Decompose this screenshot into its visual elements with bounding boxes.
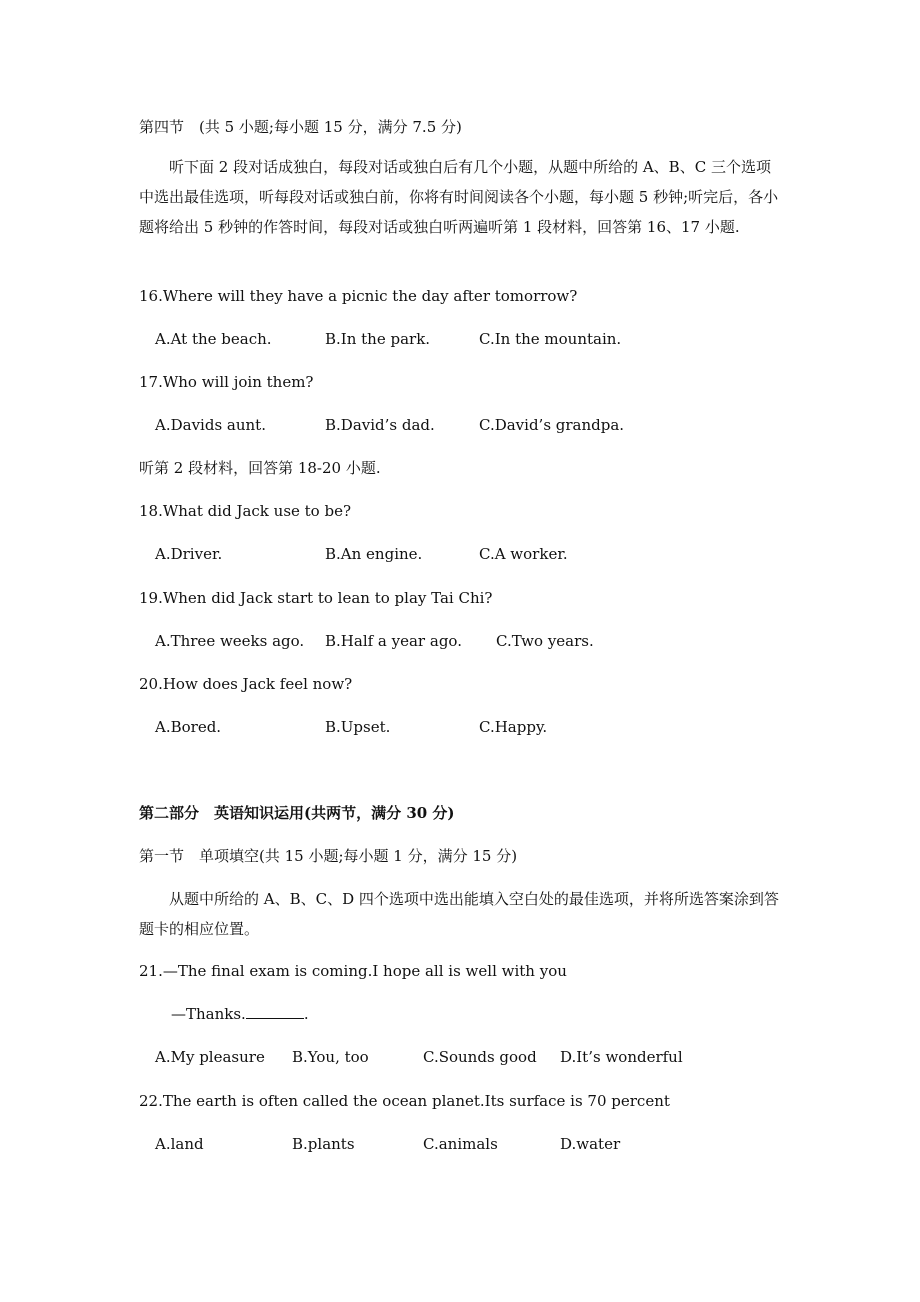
- question-20-option-a[interactable]: A.Bored.: [155, 718, 222, 736]
- question-16-option-a[interactable]: A.At the beach.: [155, 330, 272, 348]
- question-21-option-b[interactable]: B.You, too: [292, 1048, 369, 1066]
- question-16-option-b[interactable]: B.In the park.: [325, 330, 431, 348]
- question-22-option-c[interactable]: C.animals: [423, 1135, 498, 1153]
- part2-heading: 第二部分 英语知识运用(共两节，满分 30 分): [139, 804, 455, 822]
- question-21-option-c[interactable]: C.Sounds good: [423, 1048, 537, 1066]
- question-18-option-b[interactable]: B.An engine.: [325, 545, 423, 563]
- section4-instructions: 听下面 2 段对话成独白，每段对话或独白后有几个小题，从题中所给的 A、B、C 三个选项中选出最佳选项，听每段对话或独白前，你将有时间阅读各个小题，每小题 5 秒钟;听完后，各小题将给出 5 秒钟的作答时间，每段对话或独白听两遍听第 1 段材料，回答第 16、17 小题.: [139, 158, 779, 236]
- question-19-stem: 19.When did Jack start to lean to play Tai Chi?: [139, 589, 493, 607]
- question-19-option-a[interactable]: A.Three weeks ago.: [155, 632, 305, 650]
- question-22-option-b[interactable]: B.plants: [292, 1135, 355, 1153]
- question-22-stem: 22.The earth is often called the ocean planet.Its surface is 70 percent: [139, 1092, 670, 1110]
- question-21-stem: 21.—The final exam is coming.I hope all is well with you: [139, 962, 567, 980]
- question-21-option-a[interactable]: A.My pleasure: [155, 1048, 265, 1066]
- question-18-stem: 18.What did Jack use to be?: [139, 502, 352, 520]
- question-21-reply-prefix: —Thanks.: [171, 1005, 246, 1023]
- material2-note: 听第 2 段材料，回答第 18-20 小题.: [139, 459, 381, 477]
- question-21-reply: [171, 1003, 309, 1025]
- question-17-option-b[interactable]: B.David’s dad.: [325, 416, 435, 434]
- question-18-option-c[interactable]: C.A worker.: [479, 545, 568, 563]
- question-17-option-c[interactable]: C.David’s grandpa.: [479, 416, 625, 434]
- part2-section1-heading: 第一节 单项填空(共 15 小题;每小题 1 分，满分 15 分): [139, 847, 518, 865]
- question-20-stem: 20.How does Jack feel now?: [139, 675, 353, 693]
- question-18-option-a[interactable]: A.Driver.: [155, 545, 223, 563]
- question-20-option-b[interactable]: B.Upset.: [325, 718, 391, 736]
- question-16-option-c[interactable]: C.In the mountain.: [479, 330, 622, 348]
- question-22-option-a[interactable]: A.land: [155, 1135, 204, 1153]
- question-17-stem: 17.Who will join them?: [139, 373, 314, 391]
- question-22-option-d[interactable]: D.water: [560, 1135, 621, 1153]
- question-16-stem: 16.Where will they have a picnic the day after tomorrow?: [139, 287, 578, 305]
- section4-heading: 第四节 (共 5 小题;每小题 15 分，满分 7.5 分): [139, 118, 462, 136]
- question-21-reply-suffix: .: [303, 1005, 309, 1023]
- question-21-option-d[interactable]: D.It’s wonderful: [560, 1048, 683, 1066]
- question-19-option-b[interactable]: B.Half a year ago.: [325, 632, 462, 650]
- part2-instructions: 从题中所给的 A、B、C、D 四个选项中选出能填入空白处的最佳选项，并将所选答案涂到答题卡的相应位置。: [139, 890, 779, 938]
- question-19-option-c[interactable]: C.Two years.: [496, 632, 594, 650]
- answer-blank[interactable]: [246, 1004, 304, 1019]
- question-17-option-a[interactable]: A.Davids aunt.: [155, 416, 266, 434]
- question-20-option-c[interactable]: C.Happy.: [479, 718, 548, 736]
